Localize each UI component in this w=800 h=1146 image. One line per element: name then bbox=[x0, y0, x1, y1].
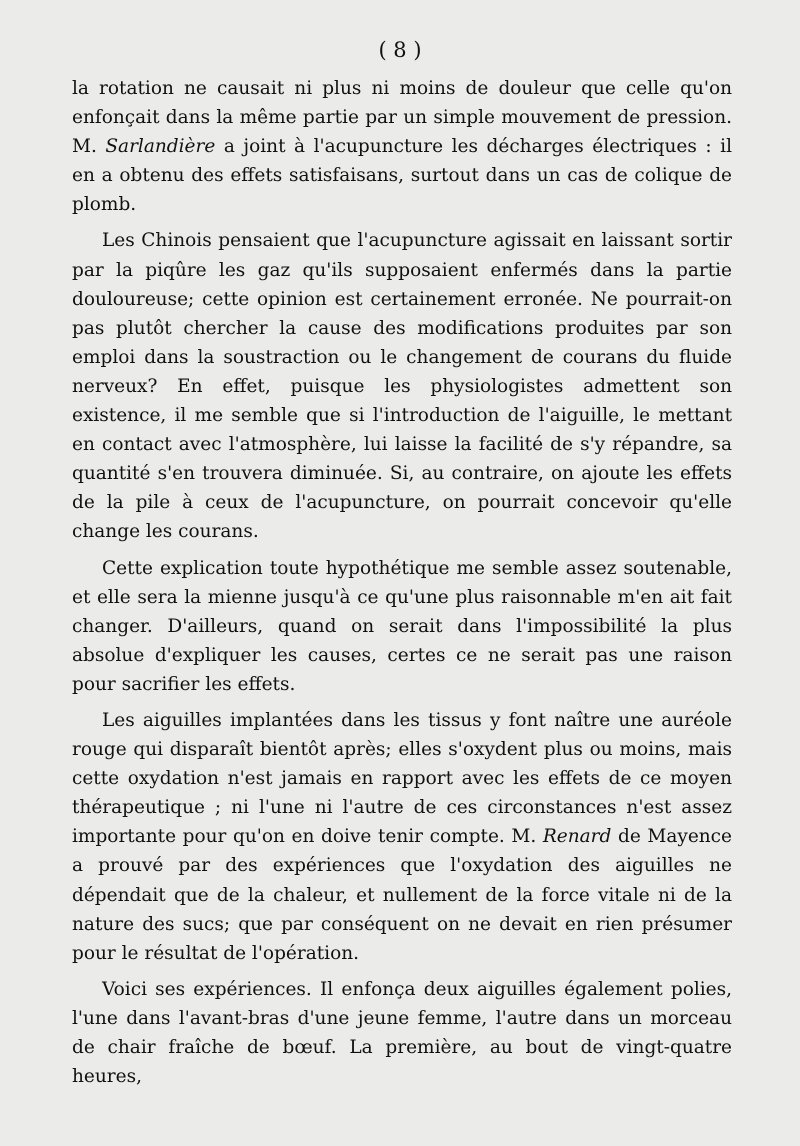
paragraph-text: de Mayence a prouvé par des expériences que l'oxydation des aiguilles ne dépendait que de la chaleur, et nullement de la force vitale ni de la nature des sucs; que par conséquent on ne devait en rien présumer pour le résultat de l'opération. bbox=[72, 826, 732, 964]
page-number: ( 8 ) bbox=[378, 38, 422, 62]
paragraph bbox=[72, 74, 732, 219]
paragraph-text: Voici ses expériences. Il enfonça deux aiguilles également polies, l'une dans l'avant-bras d'une jeune femme, l'autre dans un morceau de chair fraîche de bœuf. La première, au bout de vingt-quatre heures, bbox=[72, 978, 732, 1088]
paragraph bbox=[72, 706, 732, 968]
paragraph-text: Les aiguilles implantées dans les tissus y font naître une auréole rouge qui disparaît bientôt après; elles s'oxydent plus ou moins, mais cette oxydation n'est jamais en rapport avec les effets de ce moyen thérapeutique ; ni l'une ni l'autre de ces circonstances n'est assez importante pour qu'on en doive tenir compte. M. bbox=[72, 709, 732, 848]
paragraph-text: a joint à l'acupuncture les décharges électriques : il en a obtenu des effets satisfaisans, surtout dans un cas de colique de plomb. bbox=[72, 136, 732, 216]
body-text bbox=[72, 74, 732, 1098]
proper-name: Sarlandière bbox=[105, 136, 216, 158]
paragraph-text: Cette explication toute hypothétique me semble assez soutenable, et elle sera la mienne jusqu'à ce qu'une plus raisonnable m'en ait fait changer. D'ailleurs, quand on serait dans l'impossibilité la plus absolue d'expliquer les causes, certes ce ne serait pas une raison pour sacrifier les effets. bbox=[72, 557, 732, 695]
paragraph bbox=[72, 226, 732, 546]
paragraph bbox=[72, 975, 732, 1091]
paragraph bbox=[72, 554, 732, 699]
paragraph-text: Les Chinois pensaient que l'acupuncture agissait en laissant sortir par la piqûre les gaz qu'ils supposaient enfermés dans la partie douloureuse; cette opinion est certainement erronée. Ne pourrait-on pas plutôt chercher la cause des modifications produites par son emploi dans la soustraction ou le changement de courans du fluide nerveux? En effet, puisque les physiologistes admettent son existence, il me semble que si l'introduction de l'aiguille, le mettant en contact avec l'atmosphère, lui laisse la facilité de s'y répandre, sa quantité s'en trouvera diminuée. Si, au contraire, on ajoute les effets de la pile à ceux de l'acupuncture, on pourrait concevoir qu'elle change les courans. bbox=[72, 230, 732, 543]
proper-name: Renard bbox=[542, 826, 612, 848]
paragraph-text: la rotation ne causait ni plus ni moins de douleur que celle qu'on enfonçait dans la même partie par un simple mouvement de pression. M. bbox=[72, 78, 732, 158]
